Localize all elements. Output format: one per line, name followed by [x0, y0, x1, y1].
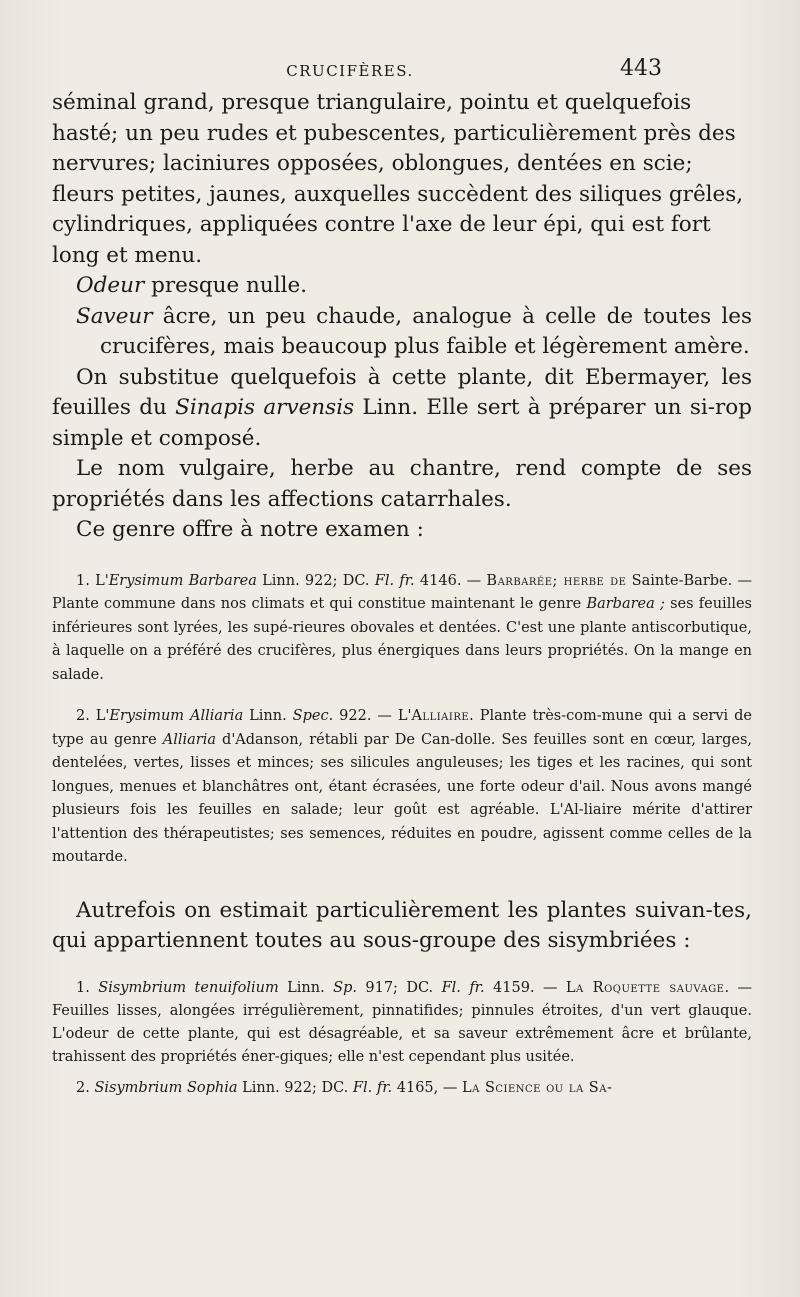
page-number: 443 [620, 56, 662, 81]
common-name: Barbarée; herbe de [486, 572, 627, 589]
note-text: L' [89, 572, 109, 589]
common-name: Alliaire [411, 708, 470, 724]
species-name: Sisymbrium tenuifolium [89, 979, 279, 996]
odeur-label: Odeur [76, 273, 145, 298]
note-text: 922. — L' [333, 708, 412, 724]
species-name: Sisymbrium Sophia [89, 1079, 238, 1096]
odeur-text: presque nulle. [144, 273, 308, 298]
note-text: 4165, — [392, 1079, 462, 1096]
note-text: 4159. — [484, 979, 566, 996]
paragraph-genre: Ce genre offre à notre examen : [76, 517, 424, 542]
note-number: 2. [76, 708, 90, 724]
page-header [0, 52, 800, 92]
paragraph-substitution [52, 363, 752, 455]
note-1 [52, 570, 752, 688]
note-text: Sainte-Barbe. — Plante commune dans nos climats et qui constitue maintenant le genre [52, 572, 752, 612]
paragraph-odeur [52, 271, 752, 302]
substitution-text-a: On substitue quelquefois à cette plante, dit Ebermayer, les feuilles du [52, 364, 752, 420]
species-name: Erysimum Barbarea [108, 572, 257, 589]
paragraph-saveur [52, 302, 752, 363]
paragraph-description: séminal grand, presque triangulaire, pointu et quelquefois hasté; un peu rudes et pubescentes, particulièrement près des nervures; laciniures opposées, oblongues, dentées en scie; fleurs petites, jaunes, auxquelles succèdent des siliques grêles, cylindriques, appliquées contre l'axe de leur épi, qui est fort long et menu. [52, 90, 744, 268]
reference: Sp. [333, 979, 357, 996]
reference: Fl. fr. [352, 1079, 393, 1096]
saveur-text: âcre, un peu chaude, analogue à celle de toutes les crucifères, mais beaucoup plus faible et légèrement amère. [100, 303, 752, 359]
sisymbriees-notes [52, 977, 752, 1100]
note-text: 917; DC. [356, 979, 442, 996]
note-text: L' [89, 708, 110, 724]
note-number: 1. [76, 572, 90, 589]
note-number: 2. [76, 1079, 90, 1096]
substitution-text-b: Linn. Elle sert à préparer un si-rop simple et composé. [52, 395, 752, 451]
note-text: . Plante très-com-mune qui a servi de type au genre [52, 708, 752, 748]
genus-name: Alliaria [162, 731, 216, 748]
reference: Spec. [292, 708, 334, 724]
note-text: Linn. 922; DC. [237, 1079, 353, 1096]
common-name: La Science ou la Sa- [461, 1079, 613, 1096]
note-2 [52, 705, 752, 870]
paragraph-common-name: Le nom vulgaire, herbe au chantre, rend compte de ses propriétés dans les affections catarrhales. [52, 456, 752, 512]
note-4 [52, 1077, 752, 1100]
note-number: 1. [76, 979, 90, 996]
common-name: La Roquette sauvage [565, 979, 725, 996]
species-name: Erysimum Alliaria [109, 708, 244, 724]
note-text: Linn. [278, 979, 334, 996]
note-3 [52, 977, 752, 1069]
paragraph-sisymbriees: Autrefois on estimait particulièrement les plantes suivan-tes, qui appartiennent toutes au sous-groupe des sisymbriées : [52, 897, 752, 953]
page-body [52, 88, 752, 1108]
genus-name: Barbarea ; [586, 596, 665, 612]
note-text: . — Feuilles lisses, alongées irrégulièrement, pinnatifides; pinnules étroites, d'un vert glauque. L'odeur de cette plante, qui est désagréable, et sa saveur extrêmement âcre et brûlante, trahissent des propriétés éner-giques; elle n'est cependant plus usitée. [52, 979, 753, 1065]
running-title: CRUCIFÈRES. [286, 62, 414, 80]
main-text-continued [52, 896, 752, 957]
reference: Fl. fr. [441, 979, 485, 996]
saveur-label: Saveur [76, 303, 153, 329]
note-text: d'Adanson, rétabli par De Can-dolle. Ses feuilles sont en cœur, larges, dentelées, vertes, lisses et minces; ses silicules anguleuses; les tiges et les racines, qui sont longues, menues et blanchâtres ont, étant écrasées, une forte odeur d'ail. Nous avons mangé plusieurs fois les feuilles en salade; leur goût est agréable. L'Al-liaire mérite d'attirer l'attention des thérapeutistes; ses semences, réduites en poudre, agissent comme celles de la moutarde. [52, 731, 752, 865]
note-text: 4146. — [414, 572, 487, 589]
note-text: Linn. 922; DC. [256, 572, 375, 589]
species-notes [52, 570, 752, 870]
reference: Fl. fr. [374, 572, 415, 589]
note-text: Linn. [243, 708, 293, 724]
species-name: Sinapis arvensis [175, 395, 355, 420]
main-text [52, 88, 752, 546]
note-text: ses feuilles inférieures sont lyrées, les supé-rieures obovales et dentées. C'est une plante antiscorbutique, à laquelle on a préféré des crucifères, plus énergiques dans leurs propriétés. On la mange en salade. [52, 596, 752, 683]
